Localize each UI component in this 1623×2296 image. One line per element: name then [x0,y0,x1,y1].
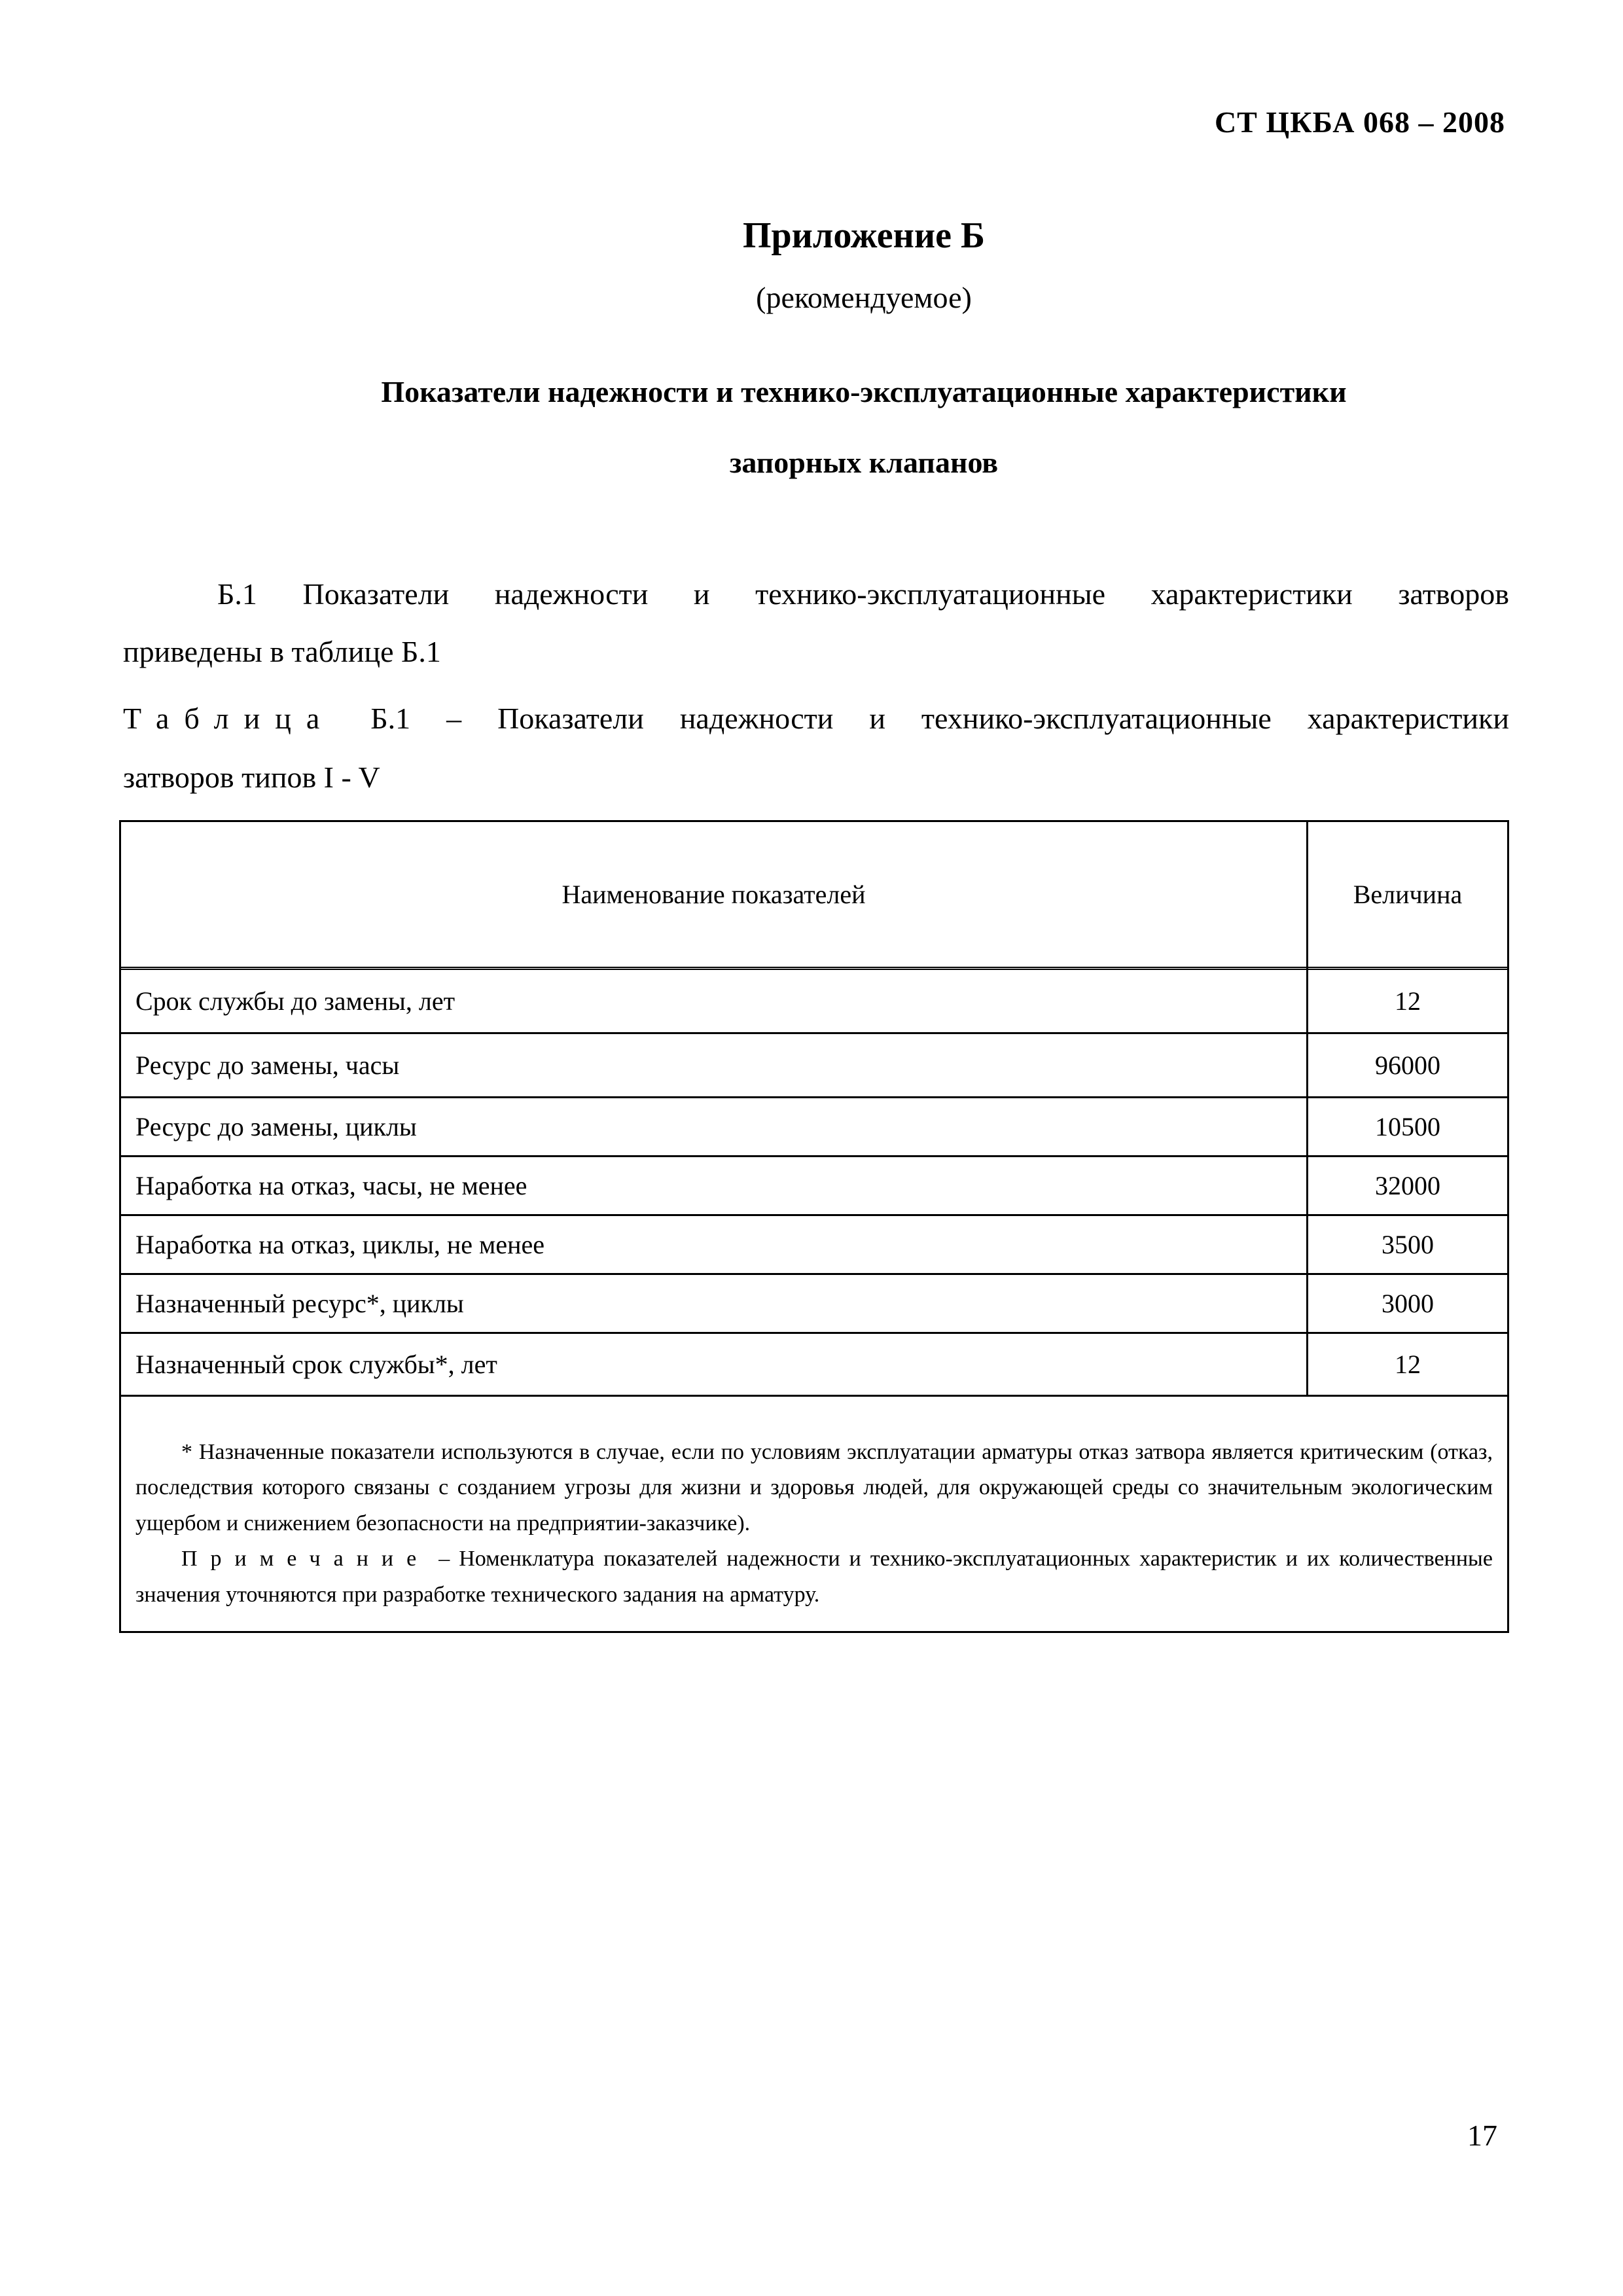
row-indicator-name: Ресурс до замены, часы [135,1050,400,1080]
row-indicator-name: Наработка на отказ, циклы, не менее [135,1230,544,1259]
row-indicator-name: Срок службы до замены, лет [135,986,455,1016]
row-indicator-name: Наработка на отказ, часы, не менее [135,1171,527,1200]
note-label: Примечание [181,1547,430,1571]
section-heading-line-1: Показатели надежности и технико-эксплуатационные характеристики [381,375,1347,408]
indicators-table [119,820,1509,1633]
row-indicator-name: Назначенный ресурс*, циклы [135,1289,464,1318]
table-note [135,1541,1493,1613]
table-row [121,1034,1507,1098]
paragraph-b1-line-2: приведены в таблице Б.1 [123,635,441,668]
table-caption-label: Таблица [123,702,335,735]
note-text: – Номенклатура показателей надежности и технико-эксплуатационных характеристик и их количественные значения уточняются при разработке технического задания на арматуру. [135,1547,1493,1607]
table-caption-line-1 [123,700,1509,736]
table-header-row [121,822,1507,970]
row-indicator-name: Ресурс до замены, циклы [135,1112,417,1141]
header-value: Величина [1353,880,1463,909]
paragraph-b1-line-1: Б.1 Показатели надежности и технико-эксплуатационные характеристики затворов [217,577,1509,611]
row-value: 96000 [1375,1050,1440,1080]
header-indicator-name: Наименование показателей [562,880,866,909]
row-value: 10500 [1375,1112,1440,1141]
row-value: 12 [1395,986,1421,1016]
row-value: 3000 [1382,1289,1434,1318]
table-row [121,1157,1507,1216]
page-number: 17 [1467,2119,1497,2152]
table-row [121,1334,1507,1397]
table-notes [121,1397,1507,1613]
row-value: 12 [1395,1350,1421,1379]
table-row [121,1275,1507,1334]
row-value: 3500 [1382,1230,1434,1259]
table-row [121,970,1507,1034]
row-value: 32000 [1375,1171,1440,1200]
section-heading-line-2: запорных клапанов [729,446,999,479]
document-code: СТ ЦКБА 068 – 2008 [1214,105,1505,139]
table-row [121,1098,1507,1157]
table-row [121,1216,1507,1275]
table-caption-line-2: затворов типов I - V [123,761,380,794]
appendix-title: Приложение Б [742,215,986,256]
table-caption-text: Б.1 – Показатели надежности и технико-эксплуатационные характеристики [370,702,1509,735]
row-indicator-name: Назначенный срок службы*, лет [135,1350,497,1379]
table-footnote: * Назначенные показатели используются в случае, если по условиям эксплуатации арматуры отказ затвора является критическим (отказ, последствия которого связаны с созданием угрозы для жизни и здоровья людей, для окружающей среды со значительным экологическим ущербом и снижением безопасности на предприятии-заказчике). [135,1440,1493,1535]
appendix-status: (рекомендуемое) [756,281,972,314]
